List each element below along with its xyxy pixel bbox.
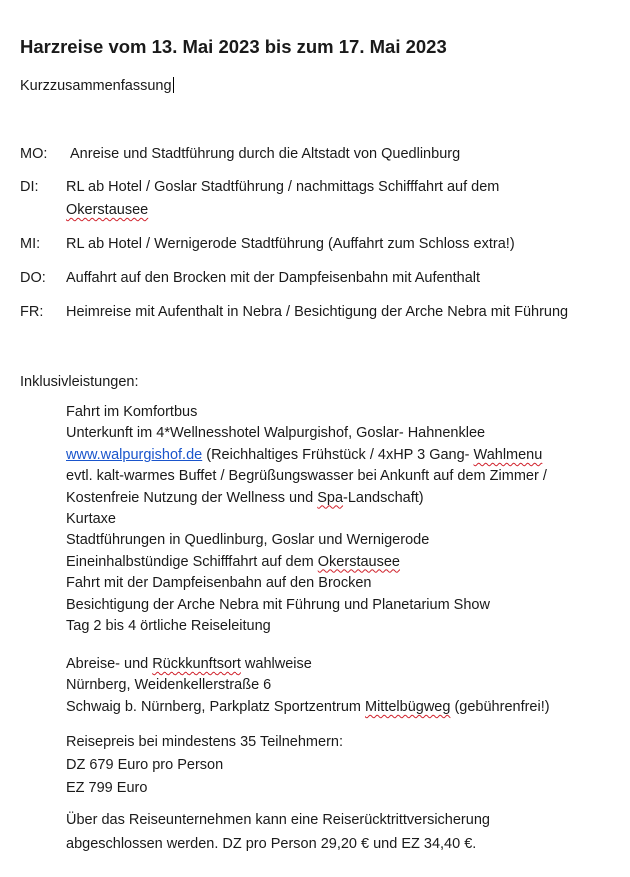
day-label-do: DO: [20, 270, 46, 286]
day-label-fr: FR: [20, 304, 44, 320]
inclusive-list [66, 402, 547, 637]
inclusive-guide: Tag 2 bis 4 örtliche Reiseleitung [66, 617, 271, 634]
price-dz: DZ 679 Euro pro Person [66, 757, 224, 773]
text-cursor [173, 77, 174, 93]
price-ez: EZ 799 Euro [66, 780, 148, 796]
day-text-di: RL ab Hotel / Goslar Stadtführung / nachmittags Schifffahrt auf dem [66, 179, 500, 195]
hotel-website-link[interactable]: www.walpurgishof.de [66, 446, 203, 463]
spellcheck-word: Rückkunftsort [152, 656, 241, 672]
day-text-do: Auffahrt auf den Brocken mit der Dampfeisenbahn mit Aufenthalt [66, 270, 481, 286]
insurance-line-2: abgeschlossen werden. DZ pro Person 29,20 € und EZ 34,40 €. [66, 836, 477, 852]
spellcheck-word: Okerstausee [66, 202, 149, 218]
day-text-mo: Anreise und Stadtführung durch die Altstadt von Quedlinburg [70, 146, 461, 162]
departure-text: Schwaig b. Nürnberg, Parkplatz Sportzentrum [66, 698, 365, 715]
inclusive-train: Fahrt mit der Dampfeisenbahn auf den Brocken [66, 575, 372, 592]
inclusive-tax: Kurtaxe [66, 510, 116, 527]
summary-line[interactable] [20, 77, 174, 94]
day-label-mo: MO: [20, 146, 48, 162]
departure-line-1 [66, 654, 550, 675]
price-block [66, 731, 343, 800]
departure-line-2: Nürnberg, Weidenkellerstraße 6 [66, 677, 272, 694]
inclusive-hotel-detail-1 [66, 445, 547, 466]
hotel-detail-text: (Reichhaltiges Frühstück / 4xHP 3 Gang- [202, 446, 474, 463]
spellcheck-word: Spa [317, 489, 344, 506]
departure-text: (gebührenfrei!) [450, 698, 550, 715]
spellcheck-word: Mittelbügweg [365, 698, 451, 715]
document-title: Harzreise vom 13. Mai 2023 bis zum 17. Mai 2023 [20, 36, 447, 57]
departure-text: Abreise- und [66, 656, 153, 672]
inclusive-heading: Inklusivleistungen: [20, 374, 139, 390]
spellcheck-word: Okerstausee [317, 553, 400, 570]
insurance-line-1: Über das Reiseunternehmen kann eine Reiserücktrittversicherung [66, 812, 490, 828]
inclusive-boat [66, 552, 547, 573]
inclusive-hotel: Unterkunft im 4*Wellnesshotel Walpurgishof, Goslar- Hahnenklee [66, 425, 486, 442]
departure-text: wahlweise [240, 656, 312, 672]
day-text-di-cont [66, 199, 148, 221]
inclusive-bus: Fahrt im Komfortbus [66, 404, 198, 420]
day-label-mi: MI: [20, 236, 41, 252]
departure-block [66, 654, 550, 718]
hotel-detail-text: -Landschaft) [343, 489, 424, 506]
inclusive-tours: Stadtführungen in Quedlinburg, Goslar und Wernigerode [66, 532, 430, 549]
hotel-detail-text: Kostenfreie Nutzung der Wellness und [66, 489, 318, 506]
summary-text: Kurzzusammenfassung [20, 78, 172, 94]
spellcheck-word: Wahlmenu [473, 446, 543, 463]
departure-line-3 [66, 697, 550, 718]
day-text-fr: Heimreise mit Aufenthalt in Nebra / Besichtigung der Arche Nebra mit Führung [66, 304, 569, 320]
inclusive-arche: Besichtigung der Arche Nebra mit Führung und Planetarium Show [66, 596, 490, 613]
price-line-1: Reisepreis bei mindestens 35 Teilnehmern: [66, 734, 343, 750]
day-label-di: DI: [20, 179, 39, 195]
inclusive-hotel-detail-2: evtl. kalt-warmes Buffet / Begrüßungswasser bei Ankunft auf dem Zimmer / [66, 468, 547, 485]
day-text-mi: RL ab Hotel / Wernigerode Stadtführung (Auffahrt zum Schloss extra!) [66, 236, 515, 252]
boat-text: Eineinhalbstündige Schifffahrt auf dem [66, 553, 318, 570]
insurance-block [66, 808, 490, 856]
inclusive-hotel-detail-3 [66, 488, 547, 509]
